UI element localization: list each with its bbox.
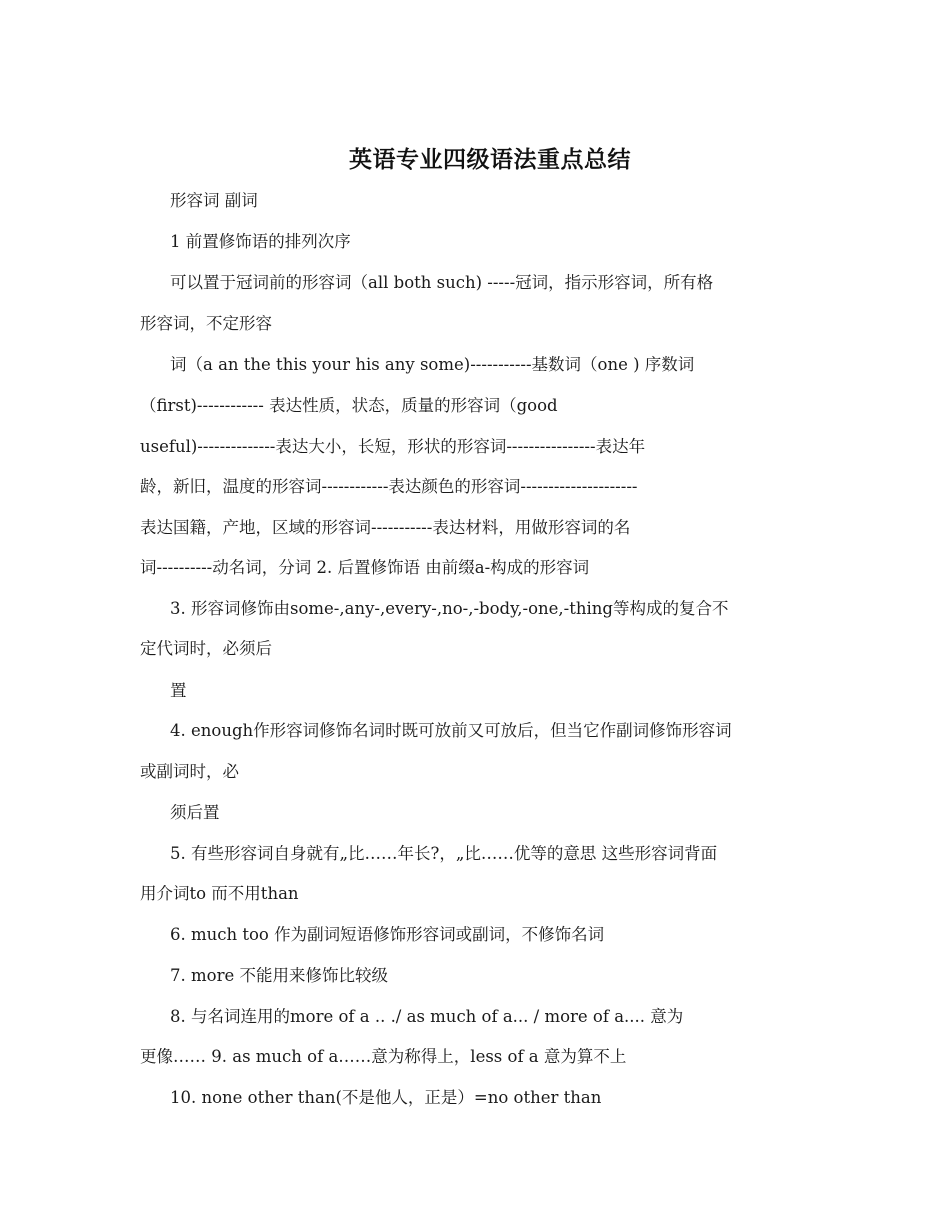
paragraph-line: 6. much too 作为副词短语修饰形容词或副词，不修饰名词: [170, 925, 605, 944]
paragraph-line: 须后置: [170, 803, 220, 822]
paragraph-line: 可以置于冠词前的形容词（all both such) -----冠词，指示形容词，所有格: [170, 273, 714, 292]
paragraph-line: useful)--------------表达大小，长短，形状的形容词----------------表达年: [140, 437, 646, 456]
document-title: 英语专业四级语法重点总结: [349, 146, 631, 173]
paragraph-line: 形容词，不定形容: [140, 314, 272, 333]
paragraph-line: 1 前置修饰语的排列次序: [170, 232, 351, 251]
section-heading: 形容词 副词: [170, 191, 258, 210]
paragraph-line: 更像…… 9. as much of a……意为称得上，less of a 意为算不上: [140, 1047, 627, 1066]
paragraph-line: 7. more 不能用来修饰比较级: [170, 966, 388, 985]
paragraph-line: 3. 形容词修饰由some-,any-,every-,no-,-body,-one,-thing等构成的复合不: [170, 599, 729, 618]
paragraph-line: 词----------动名词，分词 2. 后置修饰语 由前缀a-构成的形容词: [140, 558, 590, 577]
paragraph-line: 置: [170, 681, 187, 700]
paragraph-line: （first)------------ 表达性质，状态，质量的形容词（good: [140, 396, 558, 415]
paragraph-line: 10. none other than(不是他人，正是）=no other than: [170, 1088, 602, 1107]
paragraph-line: 4. enough作形容词修饰名词时既可放前又可放后，但当它作副词修饰形容词: [170, 721, 732, 740]
paragraph-line: 用介词to 而不用than: [140, 884, 299, 903]
paragraph-line: 或副词时，必: [140, 762, 239, 781]
paragraph-line: 8. 与名词连用的more of a .. ./ as much of a... / more of a.... 意为: [170, 1007, 684, 1026]
paragraph-line: 5. 有些形容词自身就有„比……年长?，„比……优等的意思 这些形容词背面: [170, 844, 718, 863]
paragraph-line: 定代词时，必须后: [140, 639, 272, 658]
paragraph-line: 龄，新旧，温度的形容词------------表达颜色的形容词---------------------: [140, 477, 638, 496]
paragraph-line: 表达国籍，产地，区域的形容词-----------表达材料，用做形容词的名: [140, 518, 631, 537]
paragraph-line: 词（a an the this your his any some)-----------基数词（one ) 序数词: [170, 355, 695, 374]
